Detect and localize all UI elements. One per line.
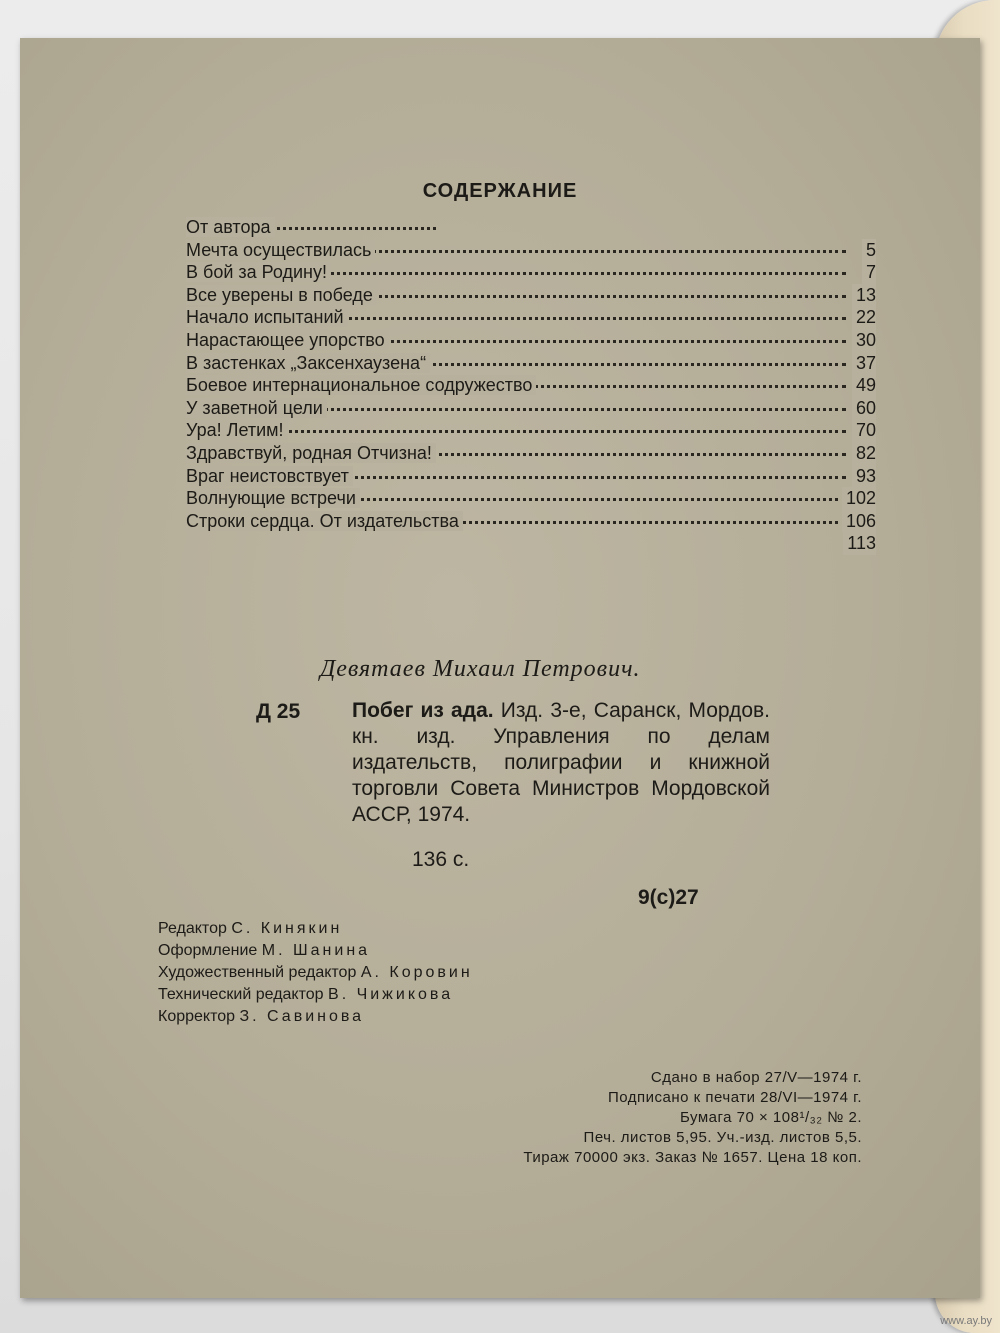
toc-entry-page: 70 <box>852 419 876 442</box>
toc-entry-page: 30 <box>852 329 876 352</box>
toc-entry-page: 22 <box>852 306 876 329</box>
page-count: 136 с. <box>412 848 470 871</box>
credit-row <box>158 962 473 984</box>
author-name: Девятаев Михаил Петрович. <box>320 656 641 682</box>
toc-entry-title: Враг неистовствует <box>186 466 353 486</box>
credit-role: Художественный редактор <box>158 964 357 981</box>
toc-entry <box>186 374 876 397</box>
toc-entry <box>186 510 876 533</box>
toc-entry-title: В бой за Родину! <box>186 262 331 282</box>
toc-entry <box>186 442 876 465</box>
credit-name: С. Кинякин <box>231 920 343 937</box>
credit-role: Технический редактор <box>158 986 324 1003</box>
toc-entry <box>186 419 876 442</box>
toc-entry <box>186 239 876 262</box>
toc-entry <box>186 261 876 284</box>
credits-block <box>158 918 473 1028</box>
credit-role: Оформление <box>158 942 258 959</box>
credit-row <box>158 1006 473 1028</box>
toc-entry-page: 7 <box>862 261 876 284</box>
bibliographic-description <box>352 698 770 828</box>
toc-entry-page: 93 <box>852 465 876 488</box>
credit-role: Редактор <box>158 920 227 937</box>
toc-entry-title: Нарастающее упорство <box>186 330 389 350</box>
credit-name: А. Коровин <box>360 964 473 981</box>
toc-entry-page: 102 <box>842 487 876 510</box>
book-page <box>20 38 980 1298</box>
credit-role: Корректор <box>158 1008 236 1025</box>
toc-entry <box>186 329 876 352</box>
toc-entry-page: 5 <box>862 239 876 262</box>
credit-name: М. Шанина <box>261 942 371 959</box>
classification-index: 9(с)27 <box>638 886 699 909</box>
print-info-line: Подписано к печати 28/VI—1974 г. <box>608 1089 862 1106</box>
print-info-line: Сдано в набор 27/V—1974 г. <box>650 1069 862 1086</box>
credit-row <box>158 940 473 962</box>
toc-entry-page: 82 <box>852 442 876 465</box>
toc-entry-page: 37 <box>852 352 876 375</box>
toc-entry-page: 106 <box>842 510 876 533</box>
toc-entry-page: 113 <box>843 532 876 555</box>
book-title: Побег из ада. <box>352 699 494 722</box>
print-info-line: Печ. листов 5,95. Уч.-изд. листов 5,5. <box>583 1129 862 1146</box>
toc-title: СОДЕРЖАНИЕ <box>422 180 578 202</box>
toc-entry-title: Начало испытаний <box>186 307 348 327</box>
toc-entry-page: 49 <box>852 374 876 397</box>
toc-entry <box>186 487 876 510</box>
toc-entry <box>186 352 876 375</box>
toc-entry-title: От автора <box>186 217 275 237</box>
credit-row <box>158 918 473 940</box>
toc-entry-title: Все уверены в победе <box>186 285 377 305</box>
table-of-contents <box>186 216 876 555</box>
toc-entry <box>186 306 876 329</box>
toc-entry <box>186 284 876 307</box>
toc-entry-title: У заветной цели <box>186 398 327 418</box>
toc-entry-title: Волнующие встречи <box>186 488 360 508</box>
credit-row <box>158 984 473 1006</box>
toc-entry <box>186 216 876 239</box>
toc-entry-title: Мечта осуществилась <box>186 240 375 260</box>
toc-entry-title: Боевое интернациональное содружество <box>186 375 536 395</box>
print-info-line: Бумага 70 × 108¹/₃₂ № 2. <box>680 1109 862 1126</box>
toc-entry-page: 13 <box>852 284 876 307</box>
toc-entry-title: Строки сердца. От издательства <box>186 511 463 531</box>
toc-entry <box>186 532 876 555</box>
publication-details: Изд. 3-е, Саранск, Мордов. кн. изд. Управления по делам издательств, полиграфии и книжной торговли Совета Министров Мордовской АССР, 1974. <box>352 699 771 826</box>
toc-entry <box>186 397 876 420</box>
toc-entry <box>186 465 876 488</box>
credit-name: В. Чижикова <box>328 986 454 1003</box>
toc-entry-title: Ура! Летим! <box>186 420 288 440</box>
watermark: www.ay.by <box>940 1315 992 1327</box>
toc-entry-title: Здравствуй, родная Отчизна! <box>186 443 436 463</box>
credit-name: З. Савинова <box>239 1008 365 1025</box>
toc-entry-title: В застенках „Заксенхаузена“ <box>186 353 430 373</box>
toc-entry-page: 60 <box>852 397 876 420</box>
catalog-code: Д 25 <box>256 700 301 723</box>
print-info-line: Тираж 70000 экз. Заказ № 1657. Цена 18 коп. <box>523 1149 862 1166</box>
print-info-block <box>523 1068 862 1168</box>
